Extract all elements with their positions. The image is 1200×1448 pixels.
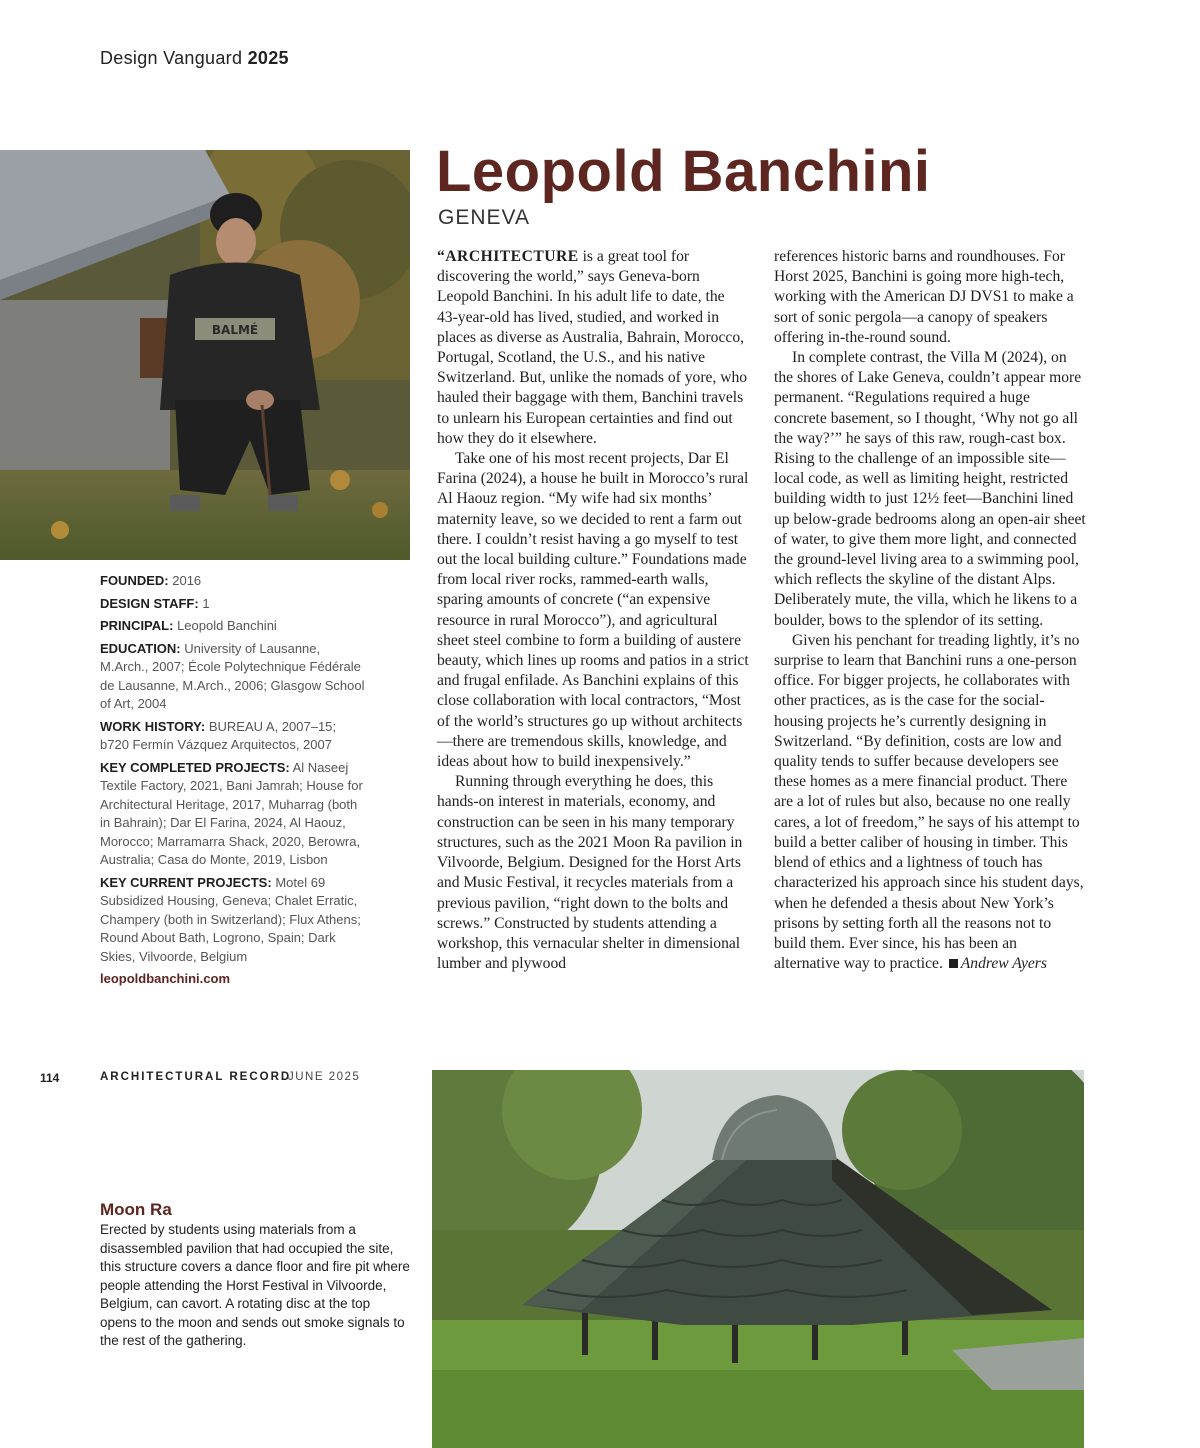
fact-completed-projects: KEY COMPLETED PROJECTS: Al Naseej Textile Factory, 2021, Bani Jamrah; House for Architectural Heritage, 2017, Muharrag (both in Bahrain); Dar El Farina, 2024, Al Haouz, Morocco; Marramarra Shack, 2020, Berowra, Australia; Casa do Monte, 2019, Lisbon xyxy=(100,759,363,867)
fact-design-staff: DESIGN STAFF: 1 xyxy=(100,595,210,611)
firm-facts xyxy=(100,572,368,989)
article-paragraph: Running through everything he does, this hands-on interest in materials, economy, and construction can be seen in his many temporary structures, such as the 2021 Moon Ra pavilion in Vilvoorde, Belgium. Designed for the Horst Arts and Music Festival, it recycles materials from a previous pavilion, “right down to the bolts and screws.” Constructed by students attending a workshop, this vernacular shelter in dimensional lumber and plywood xyxy=(437,773,743,973)
article-paragraph: references historic barns and roundhouses. For Horst 2025, Banchini is going more high-tech, working with the American DJ DVS1 to make a sort of sonic pergola—a canopy of speakers offering in-the-round sound. xyxy=(774,248,1074,346)
website-link[interactable]: leopoldbanchini.com xyxy=(100,971,231,986)
issue-date: JUNE 2025 xyxy=(288,1071,361,1083)
moon-ra-photo xyxy=(432,1070,1084,1448)
lead-text: is a great tool for discovering the world,” says Geneva-born Leopold Banchini. In his adult life to date, the 43-year-old has lived, studied, and worked in places as diverse as Australia, Bahrain, Morocco, Portugal, Scotland, the U.S., and his native Switzerland. But, unlike the nomads of yore, who hauled their baggage with them, Banchini travels to unlearn his European certainties and find out how they do it elsewhere. xyxy=(437,248,748,447)
article-paragraph xyxy=(774,631,1086,974)
running-header xyxy=(100,48,289,69)
series-name: Design Vanguard xyxy=(100,48,243,68)
fact-work-history: WORK HISTORY: BUREAU A, 2007–15; b720 Fermín Vázquez Arquitectos, 2007 xyxy=(100,718,337,752)
page-number: 114 xyxy=(40,1071,60,1085)
article-paragraph: Take one of his most recent projects, Dar El Farina (2024), a house he built in Morocco’s rural Al Haouz region. “My wife had six months’ maternity leave, so we decided to rent a farm out there. I couldn’t resist having a go myself to test out the local building culture.” Foundations made from local river rocks, rammed-earth walls, sparing amounts of concrete (“an expensive resource in rural Morocco”), and agricultural sheet steel combine to form a building of austere beauty, which lines up rooms and patios in a strict and frugal enfilade. As Banchini explains of this close collaboration with local contractors, “Most of the world’s structures go up without architects—there are tremendous skills, knowledge, and ideas about how to build inexpensively.” xyxy=(437,450,749,771)
city-label: GENEVA xyxy=(438,206,530,229)
article-column-1 xyxy=(437,247,749,974)
article-paragraph: In complete contrast, the Villa M (2024), on the shores of Lake Geneva, couldn’t appear more permanent. “Regulations required a huge concrete basement, so I thought, ‘Why not go all the way?’” he says of this raw, rough-cast box. Rising to the challenge of an impossible site—local code, as well as limiting height, restricted building width to just 12½ feet—Banchini lined up below-grade bedrooms along an open-air sheet of water, to give them more light, and connected the ground-level living area to a swimming pool, which reflects the skyline of the distant Alps. Deliberately mute, the villa, which he likens to a boulder, bows to the splendor of its setting. xyxy=(774,349,1086,629)
article-column-2 xyxy=(774,247,1086,974)
portrait-photo xyxy=(0,150,410,560)
series-year: 2025 xyxy=(247,48,289,68)
fact-current-projects: KEY CURRENT PROJECTS: Motel 69 Subsidized Housing, Geneva; Chalet Erratic, Champery (both in Switzerland); Flux Athens; Round About Bath, Logrono, Spain; Dark Skies, Vilvoorde, Belgium xyxy=(100,874,361,964)
fact-principal: PRINCIPAL: Leopold Banchini xyxy=(100,618,277,633)
magazine-name: ARCHITECTURAL RECORD xyxy=(100,1071,292,1083)
fact-founded: FOUNDED: 2016 xyxy=(100,573,202,588)
lead-caps: “ARCHITECTURE xyxy=(437,248,579,265)
page-title: Leopold Banchini xyxy=(436,139,931,204)
caption-title: Moon Ra xyxy=(100,1200,172,1219)
caption-text: Erected by students using materials from a disassembled pavilion that had occupied the site, this structure covers a dance floor and fire pit where people attending the Horst Festival in Vilvoorde, Belgium, can cavort. A rotating disc at the top opens to the moon and sends out smoke signals to the rest of the gathering. xyxy=(100,1222,410,1348)
end-mark-icon xyxy=(949,959,958,968)
author-byline: Andrew Ayers xyxy=(960,955,1047,973)
fact-education: EDUCATION: University of Lausanne, M.Arch., 2007; École Polytechnique Fédérale de Lausanne, M.Arch., 2006; Glasgow School of Art, 2004 xyxy=(100,640,365,711)
article-paragraph xyxy=(437,247,749,449)
jacket-print: BALMÉ xyxy=(211,323,259,337)
closing-text: Given his penchant for treading lightly, it’s no surprise to learn that Banchini runs a one-person office. For bigger projects, he collaborates with other practices, as is the case for the social-housing projects he’s currently designing in Switzerland. “By definition, costs are low and quality tends to suffer because developers see these homes as a mere financial product. There are a lot of rules but also, because no one really cares, a lot of freedom,” he says of his attempt to build a better caliber of housing in timber. This blend of ethics and a lightness of touch has characterized his approach since his student days, when he defended a thesis about New York’s prisons by setting forth all the reasons not to build them. Ever since, his has been an alternative way to practice. xyxy=(774,631,1084,973)
